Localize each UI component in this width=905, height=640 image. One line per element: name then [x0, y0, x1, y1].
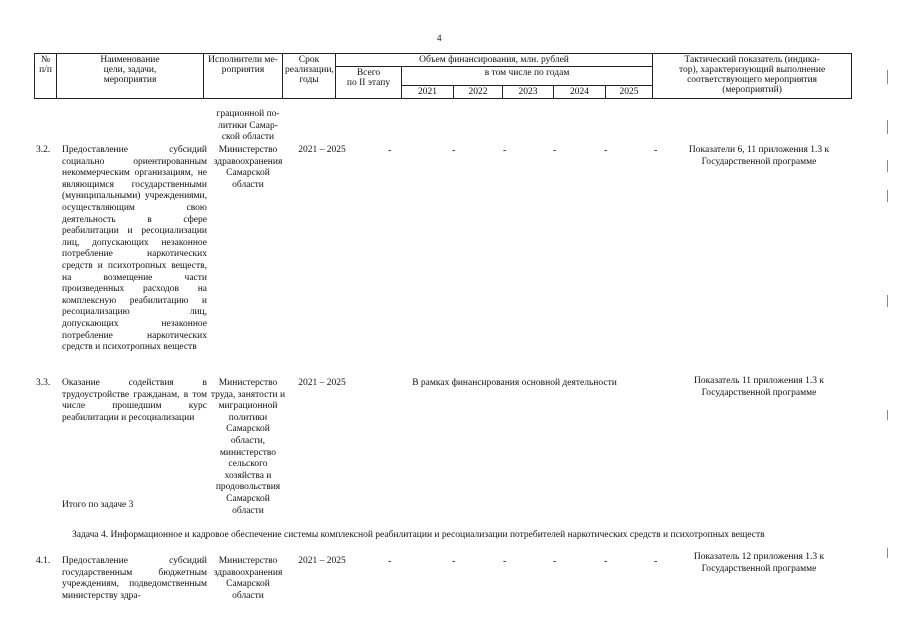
header-name: Наименование цели, задачи, мероприятия	[57, 54, 204, 99]
row-executor: Министерство здравоохранения Самарской области	[213, 556, 283, 601]
value-2022: -	[503, 145, 507, 156]
header-year: 2023	[503, 86, 554, 99]
row-number: 4.1.	[36, 556, 51, 566]
task-4-title: Задача 4. Информационное и кадровое обеспечение системы комплексной реабилитации и ресоциализации потребителей наркотических средств и психотропных веществ	[72, 530, 765, 540]
value-total: -	[388, 145, 392, 156]
row-number: 3.3.	[36, 378, 51, 388]
row-indicator: Показатель 11 приложения 1.3 к Государственной программе	[694, 376, 824, 398]
scan-mark	[887, 70, 888, 84]
row-name: Оказание содействия в трудоустройстве гражданам, в том числе прошедшим курс реабилитации и ресоциализации	[62, 378, 207, 423]
row-term: 2021 – 2025	[298, 556, 346, 566]
value-2025: -	[654, 145, 658, 156]
header-by-year: в том числе по годам	[402, 67, 653, 86]
header-term: Срок реализации, годы	[283, 54, 336, 99]
row-indicator: Показатель 12 приложения 1.3 к Государственной программе	[693, 552, 825, 574]
header-executors: Исполнители ме- роприятия	[204, 54, 283, 99]
row-number: 3.2.	[36, 145, 51, 155]
row-indicator: Показатели 6, 11 приложения 1.3 к Государственной программе	[688, 145, 830, 167]
scan-mark	[887, 190, 888, 202]
header-total: Всего по II этапу	[336, 67, 402, 99]
row-executor: Министерство здравоохранения Самарской области	[213, 145, 283, 190]
header-year: 2024	[554, 86, 606, 99]
row-name: Предоставление субсидий социально ориентированным некоммерческим организациям, не являющимся государственными (муниципальными) учреждениями, осуществляющим свою деятельность в сфере реабилитации и ресоциализации лиц, допускающих незаконное потребление наркотических средств и психотропных веществ, на возмещение части произведенных расходов на комплексную реабилитацию и ресоциализацию лиц, допускающих незаконное потребление наркотических средств и психотропных веществ	[62, 145, 207, 353]
header-num: № п/п	[35, 54, 57, 99]
scan-mark	[887, 160, 888, 172]
value-total: -	[388, 556, 392, 567]
page-number: 4	[437, 33, 442, 43]
row-funding-note: В рамках финансирования основной деятельности	[412, 378, 617, 388]
value-2022: -	[503, 556, 507, 567]
scan-mark	[887, 410, 888, 420]
value-2024: -	[604, 556, 608, 567]
header-year: 2021	[402, 86, 454, 99]
value-2024: -	[604, 145, 608, 156]
scan-mark	[887, 548, 888, 558]
value-2023: -	[553, 556, 557, 567]
scan-mark	[887, 295, 888, 307]
value-2021: -	[452, 556, 456, 567]
row-term: 2021 – 2025	[298, 145, 346, 155]
table-header	[34, 53, 852, 99]
header-funding: Объем финансирования, млн. рублей	[336, 54, 653, 67]
value-2023: -	[553, 145, 557, 156]
total-task-3: Итого по задаче 3	[62, 500, 134, 510]
value-2021: -	[452, 145, 456, 156]
header-year: 2022	[454, 86, 503, 99]
row-executor: Министерство труда, занятости и миграционной политики Самарской области, министерство сельского хозяйства и продовольствия Самарской области	[210, 378, 286, 516]
header-indicator: Тактический показатель (индика- тор), характеризующий выполнение соответствующего мероприятия (мероприятий)	[653, 54, 852, 99]
value-2025: -	[654, 556, 658, 567]
continuation-executor: грационной по- литики Самар- ской области	[216, 109, 280, 143]
row-name: Предоставление субсидий государственным бюджетным учреждениям, подведомственным министерству здра-	[62, 556, 207, 601]
row-term: 2021 – 2025	[298, 378, 346, 388]
header-year: 2025	[606, 86, 653, 99]
scan-mark	[887, 120, 888, 134]
